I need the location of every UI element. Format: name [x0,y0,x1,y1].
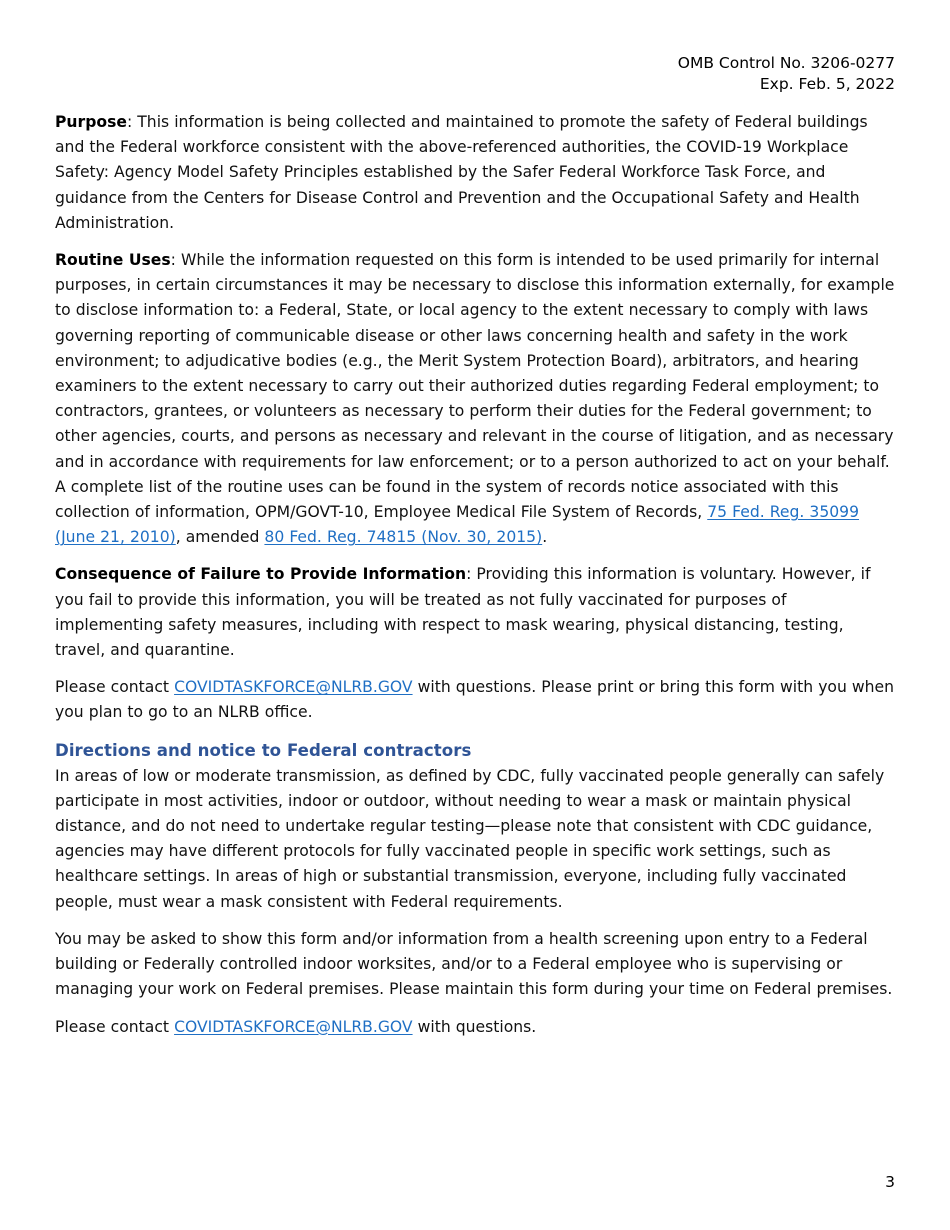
contractors-paragraph-one: In areas of low or moderate transmission, as defined by CDC, fully vaccinated people generally can safely participate in most activities, indoor or outdoor, without needing to wear a mask or maintain physical distance, and do not need to undertake regular testing—please note that consistent with CDC guidance, agencies may have different protocols for fully vaccinated people in specific work settings, such as healthcare settings. In areas of high or substantial transmission, everyone, including fully vaccinated people, must wear a mask consistent with Federal requirements. [55,766,885,911]
consequence-label: Consequence of Failure to Provide Information [55,565,467,584]
federal-register-link-2010[interactable]: 75 Fed. Reg. 35099 (June 21, 2010) [55,503,860,547]
document-header [678,53,895,95]
contractors-paragraph-two: You may be asked to show this form and/or information from a health screening upon entry to a Federal building or Federally controlled indoor worksites, and/or to a Federal employee who is supervising or managing your work on Federal premises. Please maintain this form during your time on Federal premises. [55,929,893,999]
routine-uses-text: While the information requested on this form is intended to be used primarily for internal purposes, in certain circumstances it may be necessary to disclose this information externally, for example to disclose information to: a Federal, State, or local agency to the extent necessary to comply with laws governing reporting of communicable disease or other laws concerning health and safety in the work environment; to adjudicative bodies (e.g., the Merit System Protection Board), arbitrators, and hearing examiners to the extent necessary to carry out their authorized duties regarding Federal employment; to contractors, grantees, or volunteers as necessary to perform their duties for the Federal government; to other agencies, courts, and persons as necessary and relevant in the course of litigation, and as necessary and in accordance with requirements for law enforcement; or to a person authorized to act on your behalf. A complete list of the routine uses can be found in the system of records notice associated with this collection of information, OPM/GOVT-10, Employee Medical File System of Records, [55,251,895,522]
contact-paragraph-one [55,675,895,725]
contractors-section-heading: Directions and notice to Federal contractors [55,740,472,760]
omb-control-number: OMB Control No. 3206-0277 [677,54,895,72]
contact-one-suffix: with questions. Please print or bring this form with you when you plan to go to an NLRB office. [55,678,895,722]
purpose-text: This information is being collected and maintained to promote the safety of Federal buildings and the Federal workforce consistent with the above-referenced authorities, the COVID-19 Workplace Safety: Agency Model Safety Principles established by the Safer Federal Workforce Task Force, and guidance from the Centers for Disease Control and Prevention and the Occupational Safety and Health Administration. [55,113,868,232]
purpose-paragraph [55,110,895,236]
contact-paragraph-two [55,1015,895,1040]
contact-one-prefix: Please contact [55,678,175,697]
consequence-text: Providing this information is voluntary. However, if you fail to provide this information, you will be treated as not fully vaccinated for purposes of implementing safety measures, including with respect to mask wearing, physical distancing, testing, travel, and quarantine. [55,565,871,660]
contact-two-prefix: Please contact [55,1017,175,1036]
document-body [55,110,895,1040]
page-number: 3 [885,1173,895,1191]
omb-expiration-date: Exp. Feb. 5, 2022 [759,75,895,93]
contact-two-suffix: with questions. [412,1017,537,1036]
routine-uses-tail-text: . [542,528,548,547]
purpose-label-separator: : [126,113,138,131]
covid-taskforce-email-link-one[interactable]: COVIDTASKFORCE@NLRB.GOV [174,678,413,697]
routine-uses-label: Routine Uses [55,251,171,270]
purpose-label: Purpose [55,113,127,131]
federal-register-link-2015[interactable]: 80 Fed. Reg. 74815 (Nov. 30, 2015) [264,528,543,547]
consequence-label-separator: : [466,565,477,584]
routine-uses-amended-text: , amended [175,528,265,547]
routine-uses-label-separator: : [170,251,181,270]
consequence-paragraph [55,562,895,663]
routine-uses-paragraph [55,248,895,550]
covid-taskforce-email-link-two[interactable]: COVIDTASKFORCE@NLRB.GOV [174,1017,413,1036]
